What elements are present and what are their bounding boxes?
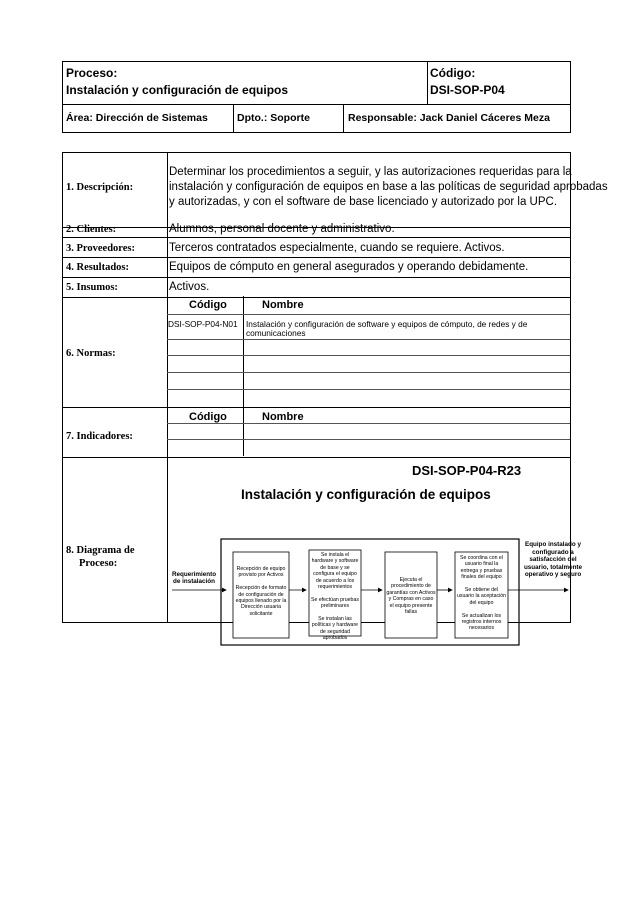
step-2-text: Se instala el hardware y software de base y se configura el equipo de acuerdo a los requerimientos Se efectúan pruebas preliminares Se instalan las políticas y hardware de seguridad aprobados (311, 552, 359, 642)
clientes-value: Alumnos, personal docente y administrativo. (169, 223, 395, 235)
codigo-value: DSI-SOP-P04 (430, 83, 505, 97)
proceso-value: Instalación y configuración de equipos (66, 83, 289, 97)
diagram-input-label: Requerimiento de instalación (171, 571, 217, 586)
normas-label: 6. Normas: (66, 348, 116, 359)
insumos-value: Activos. (169, 281, 210, 293)
resultados-label: 4. Resultados: (66, 262, 130, 273)
proceso-label: Proceso: (66, 66, 118, 80)
dpto-label: Dpto.: Soporte (237, 112, 310, 124)
diagrama-label-2: Proceso: (79, 558, 118, 569)
resultados-value: Equipos de cómputo en general asegurados y operando debidamente. (169, 261, 529, 273)
normas-col-nombre: Nombre (262, 299, 304, 311)
descripcion-line-3: y autorizadas, y con el software de base licenciado y autorizado por la UPC. (169, 196, 558, 208)
normas-nombre-line-2: comunicaciones (246, 328, 306, 338)
diagrama-label-1: 8. Diagrama de (66, 545, 135, 556)
step-4-text: Se coordina con el usuario final la entrega y pruebas finales del equipo Se obtiene del usuario la aceptación del equipo Se actualizan los registros internos necesarios (456, 555, 507, 632)
diagram-code: DSI-SOP-P04-R23 (412, 463, 522, 478)
area-label: Área: Dirección de Sistemas (66, 112, 208, 124)
normas-nombre-line-1: Instalación y configuración de software y equipos de cómputo, de redes y de (246, 319, 528, 329)
indicadores-col-codigo: Código (189, 411, 227, 423)
indicadores-label: 7. Indicadores: (66, 431, 133, 442)
diagram-title: Instalación y configuración de equipos (241, 487, 491, 502)
proveedores-value: Terceros contratados especialmente, cuando se requiere. Activos. (169, 242, 505, 254)
responsable-label: Responsable: Jack Daniel Cáceres Meza (348, 112, 550, 124)
codigo-label: Código: (430, 66, 476, 80)
diagram-output-label: Equipo instalado y configurado a satisfacción del usuario, totalmente operativo y seguro (523, 541, 583, 579)
step-3-text: Ejecuta el procedimiento de garantías con Activos y Compras en caso el equipo presente fallas (386, 577, 436, 616)
proveedores-label: 3. Proveedores: (66, 243, 136, 254)
step-1-text: Recepción de equipo provisto por Activos Recepción de formato de configuración de equipos llenado por la Dirección usuaria solicitante (235, 566, 287, 617)
descripcion-line-2: instalación y configuración de equipos en base a las políticas de seguridad aprobadas (169, 181, 608, 193)
normas-col-codigo: Código (189, 299, 227, 311)
descripcion-label: 1. Descripción: (66, 182, 134, 193)
normas-codigo: DSI-SOP-P04-N01 (168, 319, 238, 329)
clientes-label: 2. Clientes: (66, 224, 117, 235)
insumos-label: 5. Insumos: (66, 282, 118, 293)
indicadores-col-nombre: Nombre (262, 411, 304, 423)
descripcion-line-1: Determinar los procedimientos a seguir, y las autorizaciones requeridas para la (169, 166, 572, 178)
